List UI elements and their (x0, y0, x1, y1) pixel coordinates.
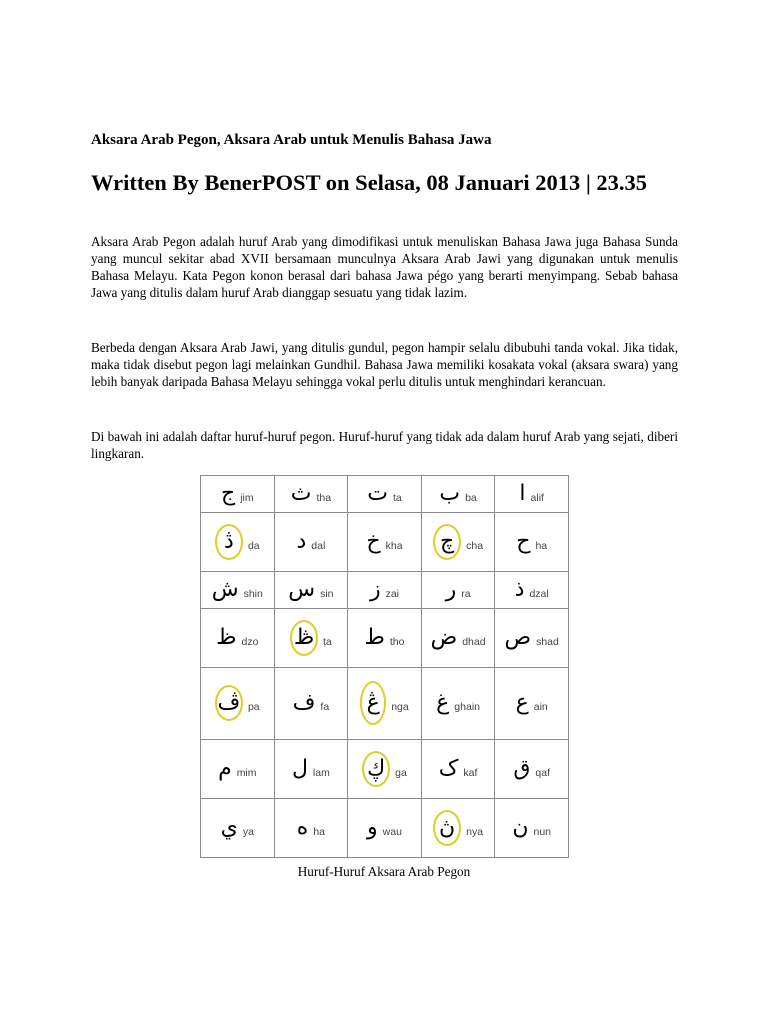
arabic-letter-cha: چ (433, 524, 461, 560)
letter-cell-content (275, 799, 348, 857)
arabic-letter-ghain: غ (436, 690, 450, 716)
paragraph-intro: Aksara Arab Pegon adalah huruf Arab yang dimodifikasi untuk menuliskan Bahasa Jawa juga Bahasa Sunda yang muncul sekitar abad XVII bersamaan munculnya Aksara Arab Jawi yang digunakan untuk menulis Bahasa Melayu. Kata Pegon konon berasal dari bahasa Jawa pégo yang berarti menyimpang. Sebab bahasa Jawa yang ditulis dalam huruf Arab dianggap sesuatu yang tidak lazim. (91, 234, 678, 300)
letter-cell-content (348, 572, 421, 608)
arabic-letter-alif: ا (519, 480, 526, 506)
letter-cell-content (422, 513, 495, 571)
figure-caption: Huruf-Huruf Aksara Arab Pegon (297, 864, 471, 879)
letter-name-label: nun (533, 825, 552, 838)
letter-name-label: ga (395, 766, 407, 779)
arabic-letter-dhad: ض (430, 624, 458, 650)
letter-cell-alif (495, 476, 569, 513)
letter-name-label: dal (311, 539, 326, 552)
letter-name-label: qaf (535, 766, 551, 779)
letter-cell-tho (348, 608, 422, 667)
article-title: Written By BenerPOST on Selasa, 08 Januari 2013 | 23.35 (91, 170, 648, 195)
letter-cell-ra (421, 571, 495, 608)
arabic-letter-jim: ج (220, 480, 236, 506)
letter-name-label: cha (466, 539, 484, 552)
arabic-letter-zai: ز (369, 576, 381, 602)
letter-cell-content (422, 799, 495, 857)
letter-name-label: nya (466, 825, 484, 838)
letter-name-label: ain (533, 701, 548, 714)
letter-row (201, 667, 569, 739)
letter-cell-wau (348, 798, 422, 857)
letter-row (201, 512, 569, 571)
arabic-letter-shin: ش (211, 576, 239, 602)
letter-cell-content (201, 740, 274, 798)
arabic-letter-pa: ڤ (215, 685, 243, 721)
letter-cell-ya (201, 798, 275, 857)
letter-cell-zai (348, 571, 422, 608)
letter-name-label: tho (389, 635, 405, 648)
letter-cell-content (495, 740, 568, 798)
letter-cell-content (348, 799, 421, 857)
arabic-letter-tho: ط (364, 624, 385, 650)
letter-name-label: shin (243, 587, 263, 600)
letter-cell-ba (421, 476, 495, 513)
arabic-letter-nga: ڠ (360, 681, 386, 725)
arabic-letter-ha: ح (516, 528, 531, 554)
letter-cell-jim (201, 476, 275, 513)
arabic-letter-dzo: ظ (216, 624, 237, 650)
letter-cell-content (422, 609, 495, 667)
letter-cell-dal (274, 512, 348, 571)
letter-name-label: kaf (463, 766, 478, 779)
letter-cell-content (201, 476, 274, 512)
letter-cell-ha (274, 798, 348, 857)
letter-cell-content (275, 609, 348, 667)
letter-name-label: ra (461, 587, 471, 600)
letter-name-label: ghain (454, 701, 480, 714)
letter-name-label: dzal (529, 587, 549, 600)
letter-row (201, 608, 569, 667)
arabic-letter-tha: ث (290, 480, 312, 506)
letter-cell-kaf (421, 739, 495, 798)
letter-name-label: ḍa (247, 539, 260, 552)
letter-cell-content (422, 740, 495, 798)
arabic-letter-kha: خ (366, 528, 381, 554)
letter-cell-content (201, 513, 274, 571)
letter-cell-tha (274, 476, 348, 513)
letter-name-label: pa (247, 701, 260, 714)
paragraph-table-intro: Di bawah ini adalah daftar huruf-huruf pegon. Huruf-huruf yang tidak ada dalam huruf Arab yang sejati, diberi lingkaran. (91, 429, 678, 461)
letter-cell-content (348, 668, 421, 739)
arabic-letter-qaf: ق (513, 755, 531, 781)
letter-cell-qaf (495, 739, 569, 798)
arabic-letter-ga: ڮ (362, 751, 390, 787)
arabic-letter-kaf: ک (438, 755, 459, 781)
letter-name-label: sin (320, 587, 334, 600)
letter-cell-content (348, 740, 421, 798)
letter-cell-ṭa (274, 608, 348, 667)
arabic-letter-dal: د (296, 528, 307, 554)
letter-name-label: kha (385, 539, 403, 552)
letter-cell-dzal (495, 571, 569, 608)
arabic-letter-ra: ر (445, 576, 457, 602)
letter-name-label: alif (530, 491, 544, 504)
letter-cell-kha (348, 512, 422, 571)
letter-name-label: tha (316, 491, 332, 504)
arabic-letter-nya: ڽ (433, 810, 461, 846)
letter-cell-pa (201, 667, 275, 739)
letter-cell-content (422, 572, 495, 608)
letter-cell-lam (274, 739, 348, 798)
letter-cell-shad (495, 608, 569, 667)
letter-cell-content (348, 476, 421, 512)
letter-name-label: mim (236, 766, 257, 779)
letter-cell-content (348, 609, 421, 667)
letter-cell-content (348, 513, 421, 571)
arabic-letter-ḍa: ڎ (215, 524, 243, 560)
letter-cell-dhad (421, 608, 495, 667)
letter-cell-nya (421, 798, 495, 857)
letter-cell-content (495, 513, 568, 571)
letter-cell-ha (495, 512, 569, 571)
letter-name-label: ta (392, 491, 402, 504)
arabic-letter-wau: و (367, 814, 378, 840)
letter-cell-content (495, 668, 568, 739)
letter-cell-content (275, 740, 348, 798)
letter-cell-cha (421, 512, 495, 571)
arabic-letter-lam: ل (291, 755, 308, 781)
letter-name-label: dzo (241, 635, 259, 648)
letter-row (201, 739, 569, 798)
arabic-letter-ain: ع (515, 690, 529, 716)
letter-cell-ga (348, 739, 422, 798)
arabic-letter-shad: ص (504, 624, 532, 650)
letter-name-label: fa (320, 701, 330, 714)
arabic-letter-dzal: ذ (514, 576, 525, 602)
letter-cell-content (201, 799, 274, 857)
arabic-letter-ṭa: ڟ (290, 620, 318, 656)
letter-name-label: ya (242, 825, 254, 838)
letter-name-label: ha (535, 539, 548, 552)
letter-cell-content (495, 572, 568, 608)
letter-cell-nga (348, 667, 422, 739)
arabic-letter-mim: م (218, 755, 232, 781)
letter-cell-ta (348, 476, 422, 513)
letter-cell-content (201, 572, 274, 608)
arabic-letter-ha: ه (296, 814, 309, 840)
letter-name-label: nga (391, 701, 409, 714)
letter-cell-nun (495, 798, 569, 857)
letter-cell-ain (495, 667, 569, 739)
letter-name-label: lam (312, 766, 330, 779)
letter-name-label: shad (536, 635, 559, 648)
arabic-letter-ta: ت (367, 480, 388, 506)
letter-cell-sin (274, 571, 348, 608)
arabic-letter-ba: ب (439, 480, 461, 506)
letter-cell-content (275, 572, 348, 608)
letter-row (201, 571, 569, 608)
letter-cell-content (422, 668, 495, 739)
article-subtitle: Aksara Arab Pegon, Aksara Arab untuk Menulis Bahasa Jawa (91, 132, 492, 148)
arabic-letter-fa: ف (292, 690, 316, 716)
letter-name-label: dhad (462, 635, 486, 648)
letter-name-label: ba (465, 491, 477, 504)
arabic-letter-nun: ن (512, 814, 529, 840)
letter-cell-ghain (421, 667, 495, 739)
letter-cell-mim (201, 739, 275, 798)
letter-name-label: zai (385, 587, 400, 600)
letter-cell-content (275, 476, 348, 512)
letter-cell-content (495, 799, 568, 857)
letter-cell-content (201, 609, 274, 667)
letter-name-label: jim (240, 491, 254, 504)
paragraph-jawi-comparison: Berbeda dengan Aksara Arab Jawi, yang ditulis gundul, pegon hampir selalu dibubuhi tanda vokal. Jika tidak, maka tidak disebut pegon lagi melainkan Gundhil. Bahasa Jawa memiliki kosakata vokal (aksara swara) yang lebih banyak daripada Bahasa Melayu sehingga vokal perlu ditulis untuk menghindari kerancuan. (91, 340, 678, 389)
arabic-letter-sin: س (288, 576, 316, 602)
arabic-letter-ya: ي (220, 814, 238, 840)
letter-cell-content (422, 476, 495, 512)
letter-cell-content (275, 513, 348, 571)
letter-cell-dzo (201, 608, 275, 667)
letter-cell-content (201, 668, 274, 739)
letter-name-label: wau (382, 825, 402, 838)
letter-row (201, 798, 569, 857)
letter-cell-content (495, 609, 568, 667)
letter-cell-shin (201, 571, 275, 608)
letter-name-label: ha (313, 825, 325, 838)
letter-cell-fa (274, 667, 348, 739)
letter-cell-content (275, 668, 348, 739)
pegon-letter-table (200, 475, 569, 858)
letter-row (201, 476, 569, 513)
letter-name-label: ṭa (323, 635, 332, 648)
letter-cell-content (495, 476, 568, 512)
letter-cell-ḍa (201, 512, 275, 571)
